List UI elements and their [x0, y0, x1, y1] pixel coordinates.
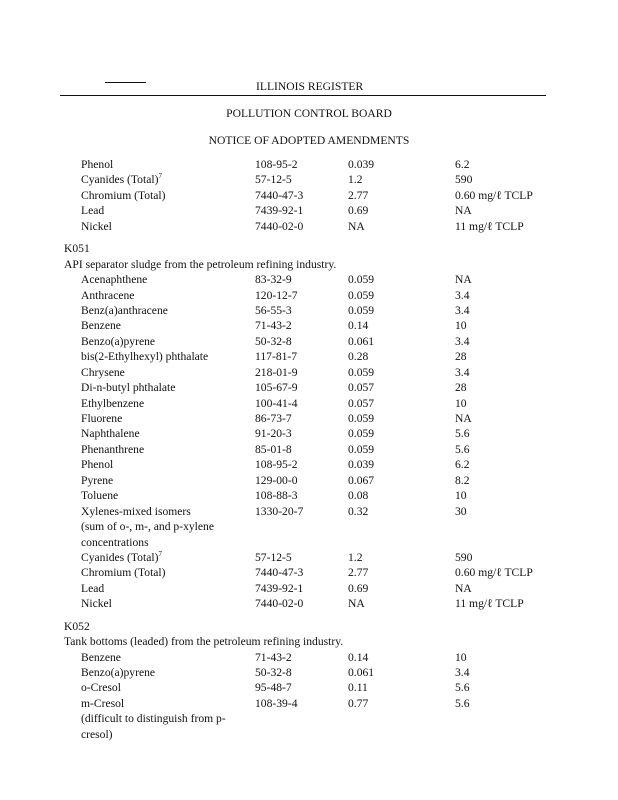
wastewater-standard-text: NA: [348, 597, 365, 611]
constituent-name: [81, 442, 144, 457]
nonwastewater-standard-text: 3.4: [455, 334, 470, 348]
table-row: [64, 696, 564, 711]
constituent-name-text: Toluene: [81, 489, 119, 503]
constituent-name: [81, 581, 104, 596]
nonwastewater-standard-text: 6.2: [455, 458, 470, 472]
wastewater-standard-text: 0.77: [348, 696, 369, 710]
constituent-name-text: Xylenes-mixed isomers: [81, 504, 191, 518]
constituent-name: [81, 157, 113, 172]
constituent-name-text: Chromium (Total): [81, 188, 166, 202]
constituent-name-text: (difficult to distinguish from p-: [81, 712, 226, 726]
table-row: [64, 442, 564, 457]
constituent-name-text: o-Cresol: [81, 681, 121, 695]
cas-number: [255, 426, 292, 441]
wastewater-standard: [348, 188, 368, 203]
table-row: [64, 665, 564, 680]
nonwastewater-standard-text: 11 mg/ℓ TCLP: [455, 597, 524, 611]
wastewater-standard-text: 0.067: [348, 473, 375, 487]
footnote-marker: 7: [158, 172, 162, 181]
constituent-name: [81, 665, 155, 680]
constituent-name-text: Benzene: [81, 319, 121, 333]
cas-number-text: 91-20-3: [255, 427, 292, 441]
section-code: [64, 241, 564, 256]
register-title: ILLINOIS REGISTER: [256, 80, 364, 93]
wastewater-standard-text: 0.059: [348, 442, 375, 456]
table-row: [64, 349, 564, 364]
table-row: [64, 303, 564, 318]
cas-number-text: 218-01-9: [255, 365, 298, 379]
wastewater-standard: [348, 334, 374, 349]
nonwastewater-standard: [455, 203, 472, 218]
table-row: [64, 380, 564, 395]
nonwastewater-standard: [455, 650, 467, 665]
constituent-name-text: Anthracene: [81, 288, 135, 302]
cas-number: [255, 172, 292, 187]
table-row: [64, 711, 564, 726]
wastewater-standard-text: 0.059: [348, 273, 375, 287]
nonwastewater-standard: [455, 288, 470, 303]
constituent-name: [81, 411, 122, 426]
table-row: [64, 157, 564, 172]
cas-number: [255, 157, 298, 172]
nonwastewater-standard-text: 11 mg/ℓ TCLP: [455, 219, 524, 233]
nonwastewater-standard-text: NA: [455, 204, 472, 218]
nonwastewater-standard-text: 3.4: [455, 666, 470, 679]
constituent-name-text: Nickel: [81, 219, 112, 233]
constituent-name-text: Chrysene: [81, 365, 125, 379]
wastewater-standard-text: 2.77: [348, 566, 369, 580]
cas-number-text: 71-43-2: [255, 650, 292, 664]
wastewater-standard: [348, 411, 374, 426]
table-row: [64, 334, 564, 349]
cas-number-text: 7440-02-0: [255, 219, 304, 233]
cas-number: [255, 272, 292, 287]
constituent-name: [81, 303, 168, 318]
cas-number-text: 108-39-4: [255, 696, 298, 710]
section-description-text: Tank bottoms (leaded) from the petroleum refining industry.: [64, 635, 344, 649]
nonwastewater-standard-text: 5.6: [455, 442, 470, 456]
table-row: [64, 550, 564, 565]
cas-number: [255, 550, 292, 565]
constituent-name: [81, 727, 113, 742]
nonwastewater-standard-text: 30: [455, 504, 467, 518]
wastewater-standard-text: 0.059: [348, 288, 375, 302]
cas-number-text: 56-55-3: [255, 303, 292, 317]
nonwastewater-standard: [455, 581, 472, 596]
wastewater-standard: [348, 665, 374, 680]
constituent-name: [81, 380, 175, 395]
wastewater-standard-text: 0.057: [348, 396, 375, 410]
nonwastewater-standard-text: NA: [455, 273, 472, 287]
constituent-name: [81, 188, 166, 203]
wastewater-standard: [348, 581, 368, 596]
constituent-name: [81, 488, 118, 503]
constituent-name: [81, 550, 162, 565]
table-row: [64, 473, 564, 488]
cas-number: [255, 203, 303, 218]
table-row: [64, 596, 564, 611]
cas-number: [255, 457, 298, 472]
wastewater-standard-text: 0.14: [348, 650, 369, 664]
table-row: [64, 272, 564, 287]
wastewater-standard: [348, 426, 374, 441]
wastewater-standard: [348, 396, 374, 411]
constituent-name: [81, 711, 226, 726]
wastewater-standard-text: 0.059: [348, 365, 375, 379]
cas-number-text: 7439-92-1: [255, 204, 304, 218]
constituent-name-text: Lead: [81, 581, 105, 595]
nonwastewater-standard: [455, 596, 524, 611]
nonwastewater-standard-text: 10: [455, 319, 467, 333]
nonwastewater-standard: [455, 380, 467, 395]
wastewater-standard-text: 0.057: [348, 381, 375, 395]
cas-number-text: 7440-02-0: [255, 597, 304, 611]
nonwastewater-standard-text: 8.2: [455, 473, 470, 487]
constituent-name-text: Nickel: [81, 597, 112, 611]
nonwastewater-standard-text: 0.60 mg/ℓ TCLP: [455, 188, 533, 202]
nonwastewater-standard: [455, 157, 470, 172]
table-row: [64, 426, 564, 441]
nonwastewater-standard-text: 10: [455, 650, 467, 664]
wastewater-standard-text: 0.11: [348, 681, 368, 695]
nonwastewater-standard: [455, 219, 524, 234]
nonwastewater-standard-text: 28: [455, 350, 467, 364]
wastewater-standard-text: 0.08: [348, 489, 369, 503]
cas-number: [255, 219, 303, 234]
nonwastewater-standard: [455, 565, 533, 580]
cas-number: [255, 288, 298, 303]
nonwastewater-standard: [455, 318, 467, 333]
wastewater-standard: [348, 380, 374, 395]
cas-number-text: 95-48-7: [255, 681, 292, 695]
nonwastewater-standard: [455, 188, 533, 203]
wastewater-standard-text: NA: [348, 219, 365, 233]
table-row: [64, 203, 564, 218]
footnote-marker: 7: [158, 549, 162, 558]
constituent-name: [81, 334, 155, 349]
table-row: [64, 365, 564, 380]
nonwastewater-standard-text: 0.60 mg/ℓ TCLP: [455, 566, 533, 580]
constituent-name-text: concentrations: [81, 535, 149, 549]
nonwastewater-standard: [455, 473, 470, 488]
table-row: [64, 581, 564, 596]
nonwastewater-standard: [455, 696, 470, 711]
constituent-name-text: bis(2-Ethylhexyl) phthalate: [81, 350, 209, 364]
constituent-name-text: Naphthalene: [81, 427, 140, 441]
cas-number-text: 57-12-5: [255, 173, 292, 187]
cas-number: [255, 665, 292, 680]
wastewater-standard: [348, 303, 374, 318]
constituent-table: [64, 157, 564, 742]
board-title: POLLUTION CONTROL BOARD: [226, 107, 392, 120]
cas-number-text: 71-43-2: [255, 319, 292, 333]
header-rule: [60, 95, 546, 96]
constituent-name: [81, 203, 104, 218]
constituent-name-text: Ethylbenzene: [81, 396, 145, 410]
nonwastewater-standard: [455, 488, 467, 503]
nonwastewater-standard-text: 590: [455, 173, 473, 187]
table-row: [64, 504, 564, 519]
section-description: [64, 257, 564, 272]
constituent-name-text: Di-n-butyl phthalate: [81, 381, 176, 395]
table-row: [64, 727, 564, 742]
wastewater-standard-text: 0.059: [348, 412, 375, 425]
constituent-name-text: m-Cresol: [81, 696, 125, 710]
table-row: [64, 650, 564, 665]
wastewater-standard-text: 0.059: [348, 303, 375, 317]
wastewater-standard: [348, 504, 368, 519]
cas-number-text: 7440-47-3: [255, 188, 304, 202]
wastewater-standard: [348, 550, 363, 565]
wastewater-standard: [348, 565, 368, 580]
cas-number-text: 120-12-7: [255, 288, 298, 302]
wastewater-standard: [348, 288, 374, 303]
wastewater-standard: [348, 442, 374, 457]
nonwastewater-standard: [455, 349, 467, 364]
section-code-text: K052: [64, 619, 90, 633]
cas-number: [255, 411, 292, 426]
wastewater-standard-text: 1.2: [348, 173, 363, 187]
table-row: [64, 457, 564, 472]
section-code: [64, 619, 564, 634]
nonwastewater-standard: [455, 172, 472, 187]
cas-number-text: 108-88-3: [255, 489, 298, 503]
table-row: [64, 535, 564, 550]
nonwastewater-standard: [455, 504, 467, 519]
cas-number: [255, 504, 303, 519]
constituent-name-text: Pyrene: [81, 473, 114, 487]
wastewater-standard: [348, 696, 368, 711]
cas-number-text: 50-32-8: [255, 334, 292, 348]
nonwastewater-standard: [455, 550, 472, 565]
constituent-name: [81, 172, 162, 187]
cas-number-text: 1330-20-7: [255, 504, 304, 518]
wastewater-standard-text: 0.69: [348, 581, 369, 595]
constituent-name: [81, 596, 112, 611]
wastewater-standard-text: 0.039: [348, 458, 375, 472]
wastewater-standard-text: 2.77: [348, 188, 369, 202]
constituent-name-text: Benz(a)anthracene: [81, 303, 168, 317]
constituent-name: [81, 535, 149, 550]
cas-number-text: 108-95-2: [255, 458, 298, 472]
nonwastewater-standard: [455, 680, 470, 695]
wastewater-standard: [348, 349, 368, 364]
cas-number: [255, 650, 292, 665]
table-row: [64, 565, 564, 580]
cas-number-text: 50-32-8: [255, 666, 292, 679]
constituent-name: [81, 457, 113, 472]
table-row: [64, 288, 564, 303]
cas-number-text: 86-73-7: [255, 412, 292, 425]
wastewater-standard-text: 0.28: [348, 350, 369, 364]
cas-number-text: 57-12-5: [255, 550, 292, 564]
constituent-name-text: Fluorene: [81, 412, 123, 425]
table-row: [64, 488, 564, 503]
wastewater-standard-text: 0.061: [348, 666, 375, 679]
constituent-name-text: Acenaphthene: [81, 273, 148, 287]
wastewater-standard: [348, 172, 363, 187]
wastewater-standard: [348, 473, 374, 488]
constituent-name-text: Cyanides (Total): [81, 550, 159, 564]
cas-number-text: 83-32-9: [255, 273, 292, 287]
constituent-name: [81, 650, 121, 665]
table-row: [64, 172, 564, 187]
nonwastewater-standard: [455, 457, 470, 472]
cas-number-text: 108-95-2: [255, 158, 298, 171]
table-row: [64, 680, 564, 695]
constituent-name-text: Benzo(a)pyrene: [81, 334, 156, 348]
cas-number-text: 117-81-7: [255, 350, 298, 364]
header-short-rule: [105, 82, 146, 83]
nonwastewater-standard-text: 5.6: [455, 681, 470, 695]
wastewater-standard: [348, 457, 374, 472]
nonwastewater-standard-text: 590: [455, 550, 473, 564]
wastewater-standard: [348, 203, 368, 218]
cas-number: [255, 303, 292, 318]
nonwastewater-standard-text: 3.4: [455, 365, 470, 379]
constituent-name: [81, 272, 147, 287]
wastewater-standard: [348, 318, 368, 333]
nonwastewater-standard-text: 10: [455, 489, 467, 503]
nonwastewater-standard-text: 6.2: [455, 158, 470, 171]
constituent-name-text: (sum of o-, m-, and p-xylene: [81, 520, 214, 534]
nonwastewater-standard: [455, 303, 470, 318]
constituent-name: [81, 504, 191, 519]
cas-number-text: 7440-47-3: [255, 566, 304, 580]
constituent-name-text: Phenol: [81, 458, 114, 472]
cas-number-text: 85-01-8: [255, 442, 292, 456]
nonwastewater-standard-text: 3.4: [455, 303, 470, 317]
nonwastewater-standard: [455, 426, 470, 441]
constituent-name: [81, 288, 134, 303]
table-row: [64, 519, 564, 534]
nonwastewater-standard-text: 3.4: [455, 288, 470, 302]
cas-number: [255, 680, 292, 695]
cas-number-text: 7439-92-1: [255, 581, 304, 595]
nonwastewater-standard-text: NA: [455, 412, 472, 425]
constituent-name: [81, 349, 208, 364]
wastewater-standard: [348, 272, 374, 287]
table-row: [64, 411, 564, 426]
section-code-text: K051: [64, 242, 90, 256]
cas-number-text: 100-41-4: [255, 396, 298, 410]
constituent-name: [81, 318, 121, 333]
constituent-name-text: Lead: [81, 204, 105, 218]
table-row: [64, 188, 564, 203]
cas-number: [255, 349, 297, 364]
constituent-name-text: Chromium (Total): [81, 566, 166, 580]
wastewater-standard: [348, 650, 368, 665]
table-row: [64, 219, 564, 234]
nonwastewater-standard: [455, 334, 470, 349]
cas-number: [255, 581, 303, 596]
cas-number: [255, 380, 298, 395]
cas-number: [255, 334, 292, 349]
constituent-name: [81, 565, 166, 580]
section-description-text: API separator sludge from the petroleum refining industry.: [64, 257, 337, 271]
section-description: [64, 634, 564, 649]
nonwastewater-standard-text: 5.6: [455, 427, 470, 441]
nonwastewater-standard: [455, 442, 470, 457]
cas-number-text: 105-67-9: [255, 381, 298, 395]
wastewater-standard: [348, 596, 365, 611]
constituent-name: [81, 396, 144, 411]
constituent-name: [81, 680, 121, 695]
cas-number: [255, 188, 303, 203]
constituent-name: [81, 426, 140, 441]
wastewater-standard: [348, 680, 368, 695]
wastewater-standard: [348, 219, 365, 234]
constituent-name-text: Phenanthrene: [81, 442, 145, 456]
wastewater-standard-text: 0.061: [348, 334, 375, 348]
nonwastewater-standard-text: 28: [455, 381, 467, 395]
wastewater-standard: [348, 365, 374, 380]
constituent-name: [81, 219, 112, 234]
cas-number: [255, 365, 298, 380]
wastewater-standard: [348, 157, 374, 172]
cas-number: [255, 442, 292, 457]
nonwastewater-standard: [455, 396, 467, 411]
constituent-name: [81, 696, 124, 711]
wastewater-standard-text: 0.14: [348, 319, 369, 333]
wastewater-standard: [348, 488, 368, 503]
constituent-name-text: Benzene: [81, 650, 121, 664]
nonwastewater-standard: [455, 411, 472, 426]
constituent-name-text: Benzo(a)pyrene: [81, 666, 156, 679]
wastewater-standard-text: 0.059: [348, 427, 375, 441]
constituent-name-text: Phenol: [81, 158, 114, 171]
nonwastewater-standard-text: NA: [455, 581, 472, 595]
nonwastewater-standard: [455, 272, 472, 287]
cas-number: [255, 696, 298, 711]
wastewater-standard-text: 0.69: [348, 204, 369, 218]
constituent-name: [81, 519, 214, 534]
nonwastewater-standard: [455, 365, 470, 380]
cas-number-text: 129-00-0: [255, 473, 298, 487]
cas-number: [255, 318, 292, 333]
table-row: [64, 318, 564, 333]
cas-number: [255, 396, 298, 411]
nonwastewater-standard: [455, 665, 470, 680]
nonwastewater-standard-text: 5.6: [455, 696, 470, 710]
wastewater-standard-text: 0.32: [348, 504, 369, 518]
constituent-name: [81, 365, 125, 380]
cas-number: [255, 488, 298, 503]
nonwastewater-standard-text: 10: [455, 396, 467, 410]
cas-number: [255, 473, 298, 488]
table-row: [64, 396, 564, 411]
constituent-name-text: cresol): [81, 727, 113, 741]
cas-number: [255, 565, 303, 580]
wastewater-standard-text: 0.039: [348, 158, 375, 171]
constituent-name: [81, 473, 113, 488]
cas-number: [255, 596, 303, 611]
constituent-name-text: Cyanides (Total): [81, 173, 159, 187]
wastewater-standard-text: 1.2: [348, 550, 363, 564]
notice-title: NOTICE OF ADOPTED AMENDMENTS: [208, 134, 410, 147]
